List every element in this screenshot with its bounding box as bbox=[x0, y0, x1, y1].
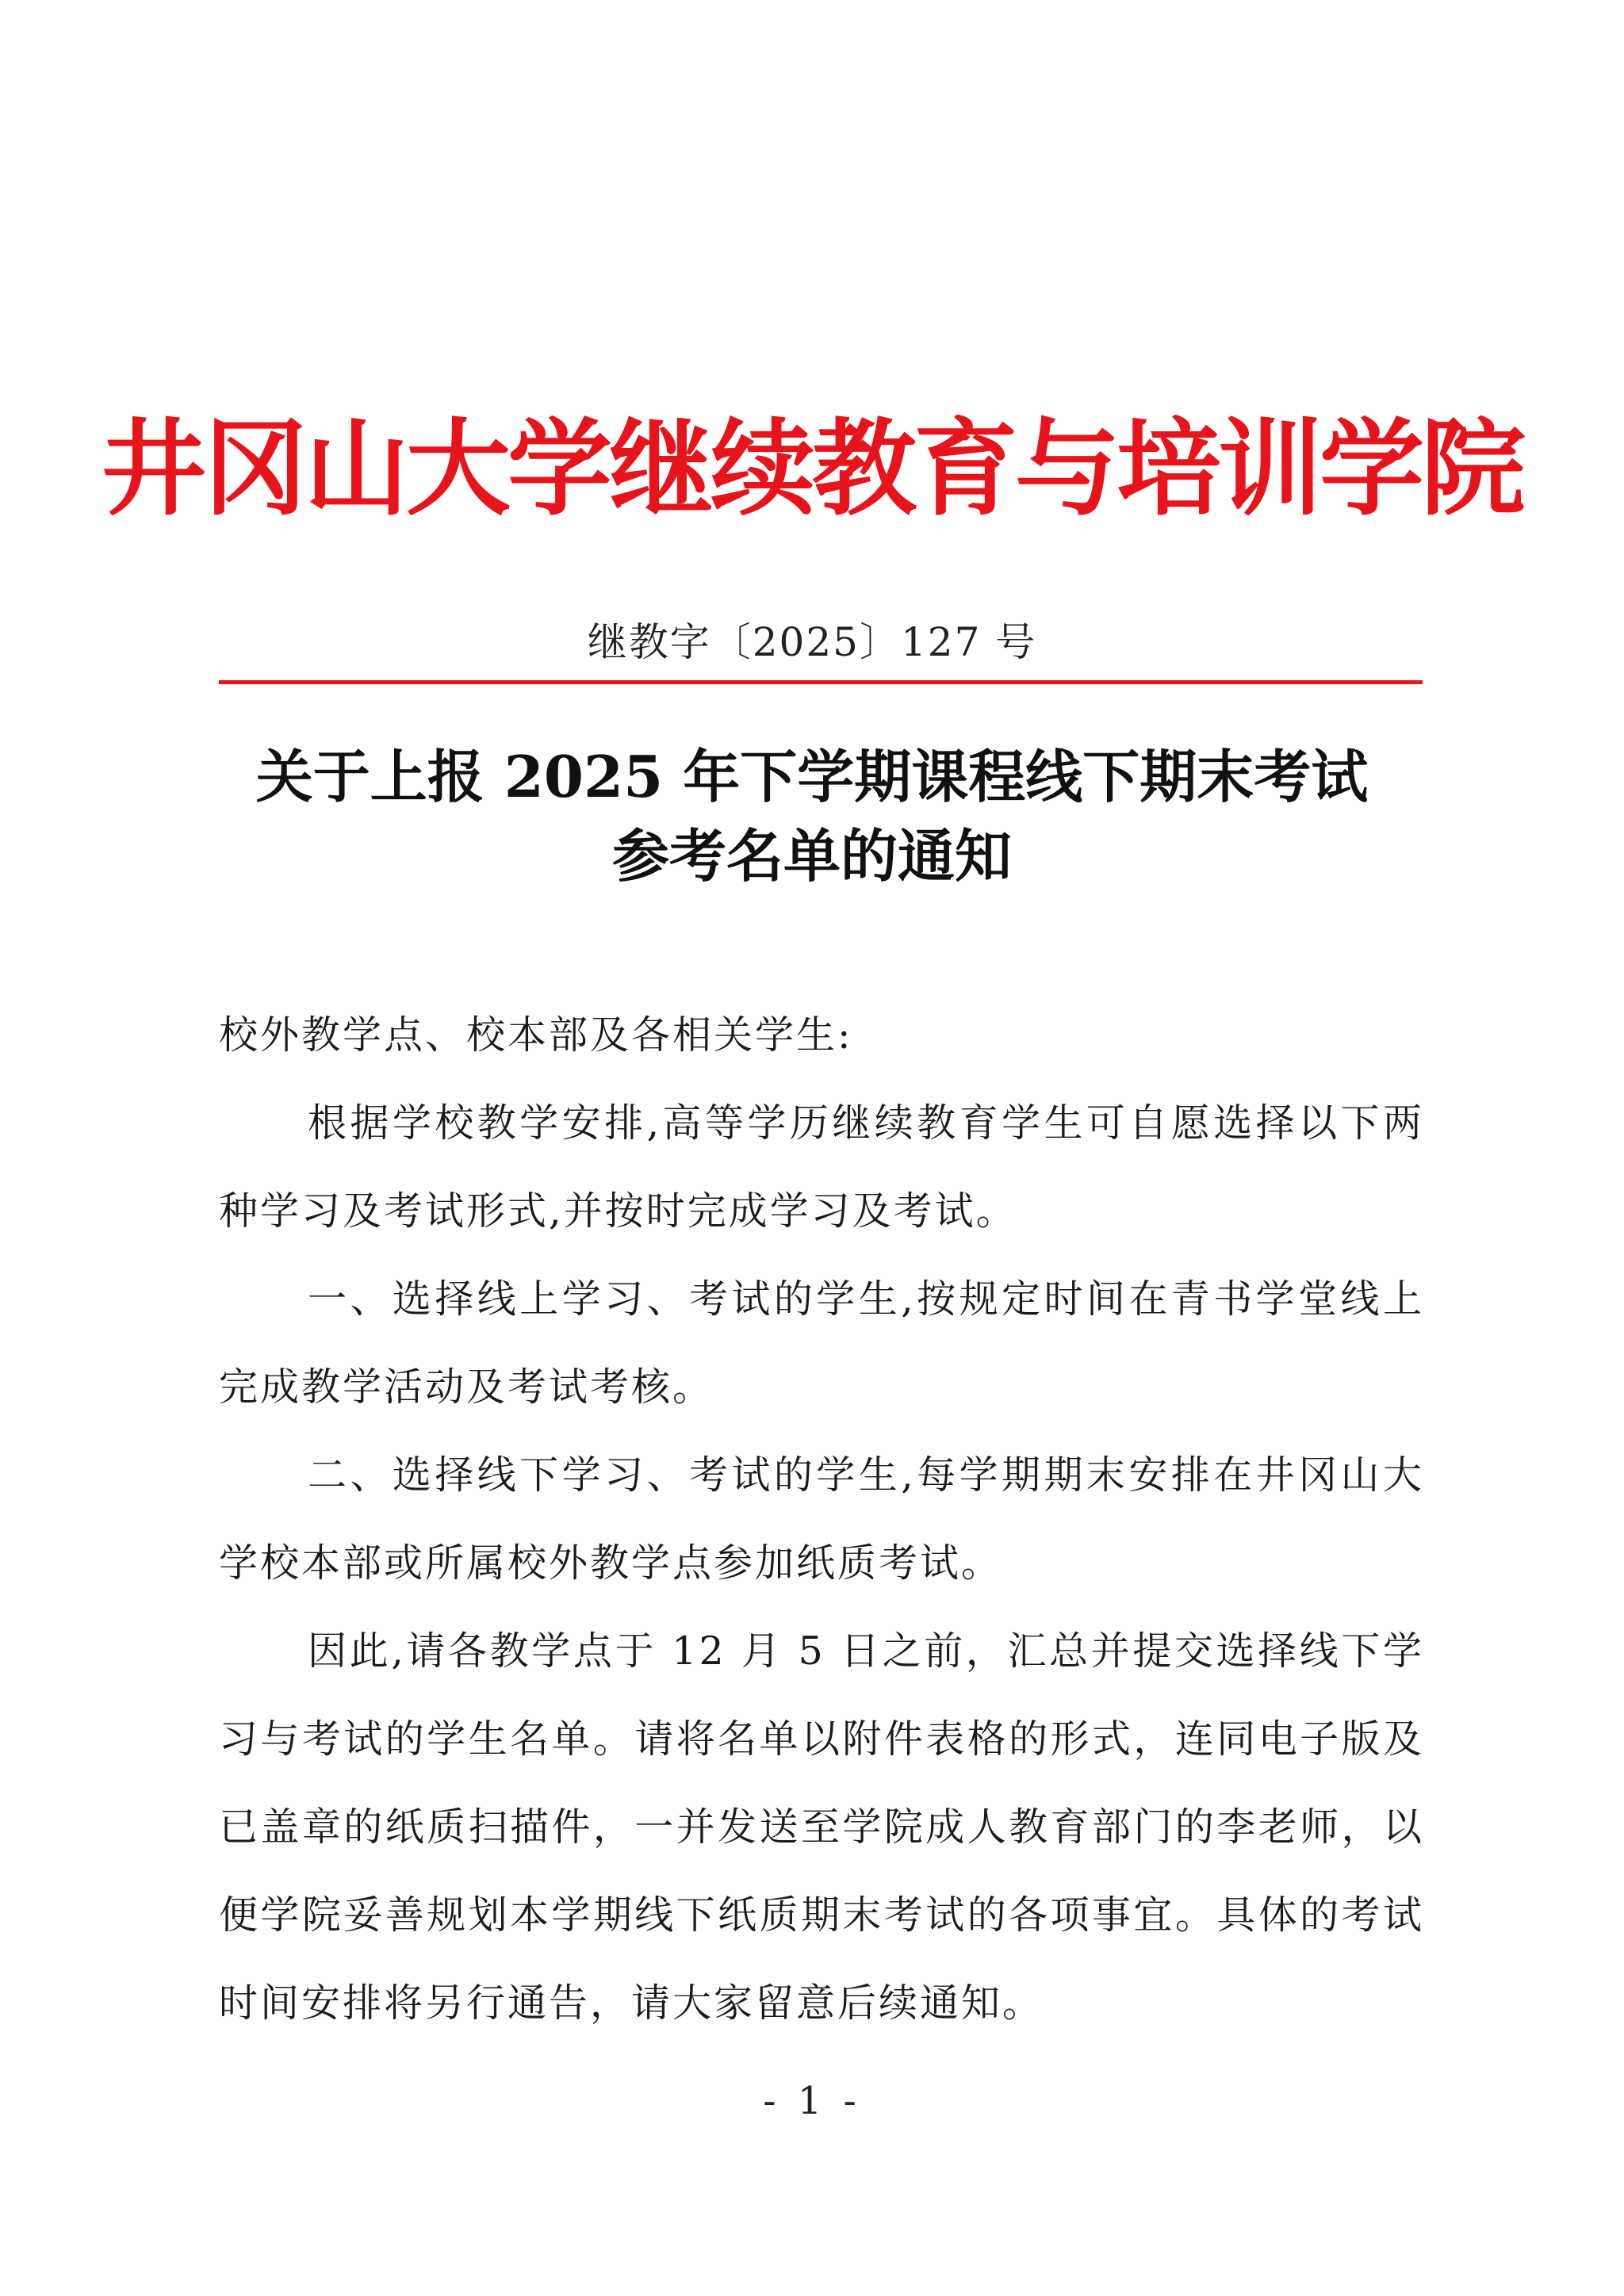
body-paragraph: 一、选择线上学习、考试的学生,按规定时间在青书学堂线上完成教学活动及考试考核。 bbox=[219, 1276, 1424, 1410]
document-number: 继教字〔2025〕127 号 bbox=[587, 619, 1037, 665]
salutation: 校外教学点、校本部及各相关学生: bbox=[219, 1012, 853, 1058]
body-paragraph: 根据学校教学安排,高等学历继续教育学生可自愿选择以下两种学习及考试形式,并按时完成学习及考试。 bbox=[219, 1100, 1424, 1234]
notice-title bbox=[0, 737, 1624, 896]
title-line-2: 参考名单的通知 bbox=[611, 822, 1012, 890]
title-line-1: 关于上报 2025 年下学期课程线下期末考试 bbox=[255, 743, 1369, 810]
body-paragraph: 二、选择线下学习、考试的学生,每学期期末安排在井冈山大学校本部或所属校外教学点参加纸质考试。 bbox=[219, 1452, 1424, 1586]
page-number: - 1 - bbox=[763, 2079, 861, 2123]
notice-body bbox=[219, 991, 1424, 2047]
body-paragraph: 因此,请各教学点于 12 月 5 日之前，汇总并提交选择线下学习与考试的学生名单。请将名单以附件表格的形式，连同电子版及已盖章的纸质扫描件，一并发送至学院成人教育部门的李老师，以便学院妥善规划本学期线下纸质期末考试的各项事宜。具体的考试时间安排将另行通告，请大家留意后续通知。 bbox=[219, 1628, 1424, 2026]
issuer-header: 井冈山大学继续教育与培训学院 bbox=[102, 408, 1522, 530]
red-divider bbox=[219, 680, 1423, 684]
